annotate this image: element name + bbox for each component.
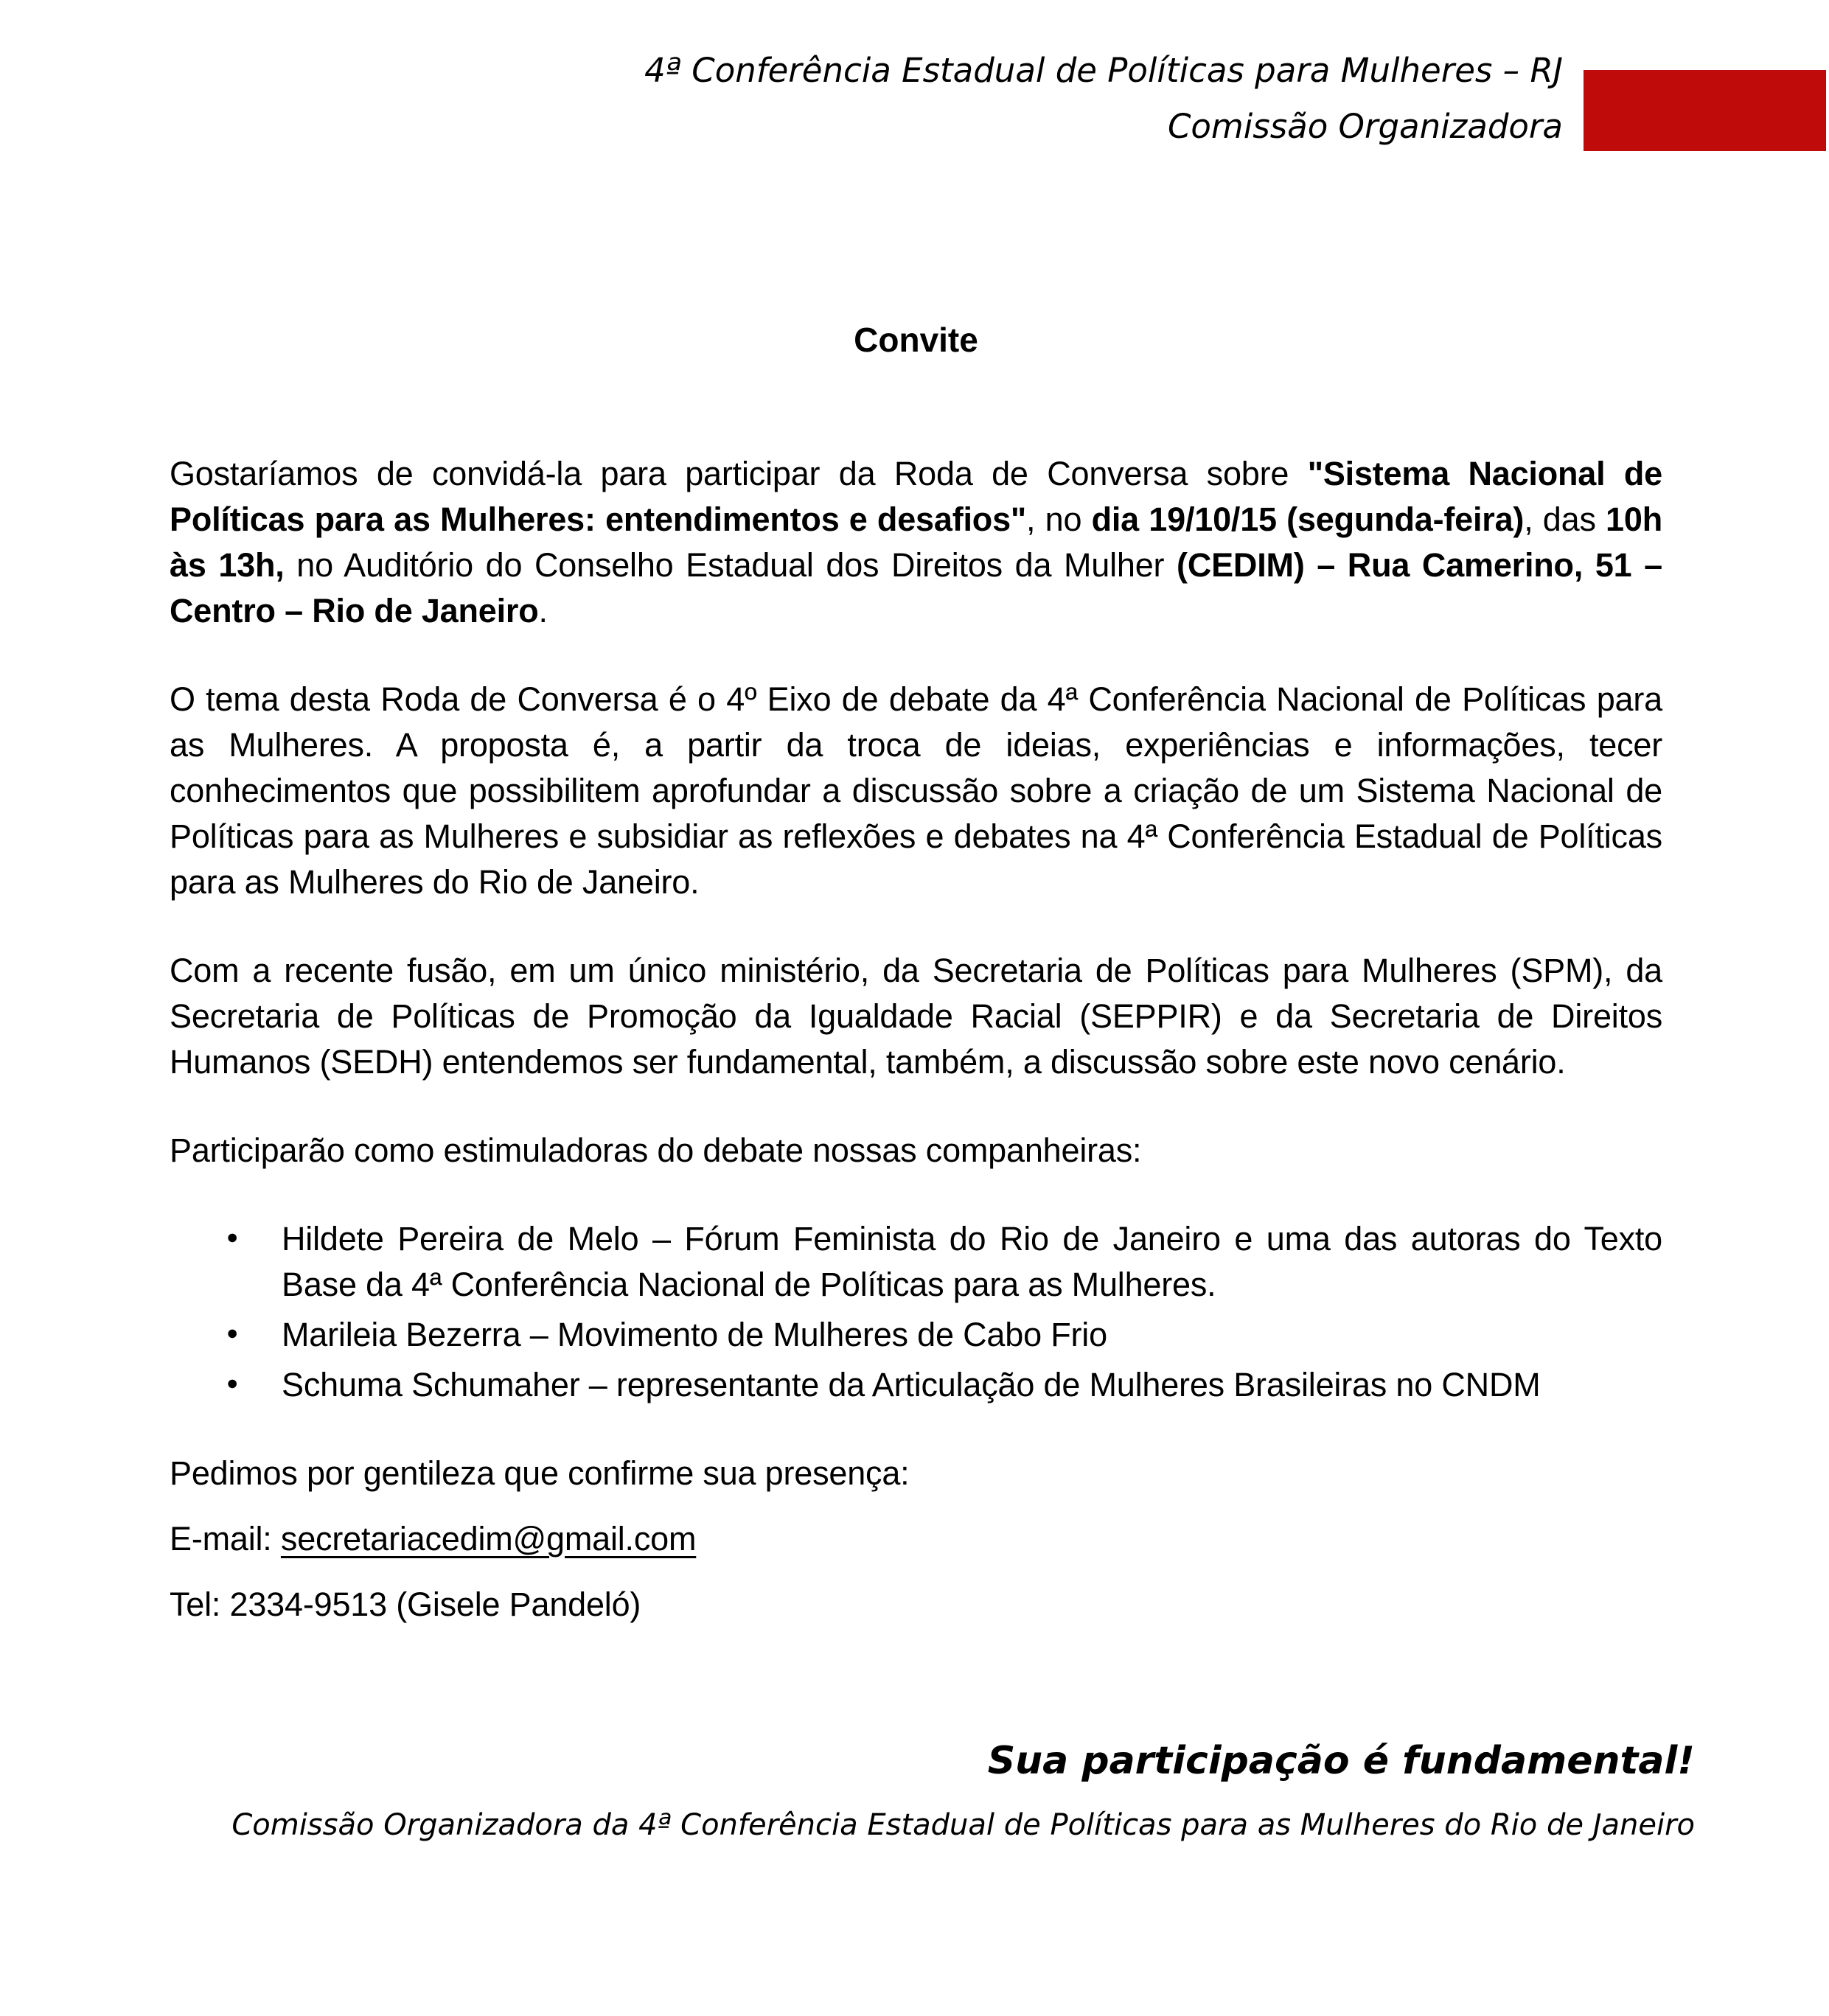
red-accent-rectangle (1584, 70, 1826, 151)
participant-name-and-role: Schuma Schumaher – representante da Articulação de Mulheres Brasileiras no CNDM (282, 1366, 1541, 1403)
participant-name-and-role: Hildete Pereira de Melo – Fórum Feminista do Rio de Janeiro e uma das autoras do Texto Base da 4ª Conferência Nacional de Políticas para as Mulheres. (282, 1220, 1662, 1303)
paragraph-merger: Com a recente fusão, em um único ministério, da Secretaria de Políticas para Mulheres (SPM), da Secretaria de Políticas de Promoção da Igualdade Racial (SEPPIR) e da Secretaria de Direitos Humanos (SEDH) entendemos ser fundamental, também, a discussão sobre este novo cenário. (170, 952, 1662, 1081)
invite-mid1-text: , no (1026, 500, 1092, 538)
list-item (170, 1362, 1662, 1408)
invite-mid2-text: , das (1524, 500, 1606, 538)
invite-time-text: 10h às 13h, (170, 500, 1662, 584)
invite-mid3-text: no Auditório do Conselho Estadual dos Direitos da Mulher (284, 546, 1177, 584)
participants-list (170, 1216, 1662, 1408)
paragraph-phone: Tel: 2334-9513 (Gisele Pandeló) (170, 1586, 641, 1623)
bullet-icon: ● (226, 1372, 239, 1394)
footer-slogan: Sua participação é fundamental! (987, 1739, 1695, 1783)
invite-end-text: . (538, 592, 548, 629)
email-link[interactable]: secretariacedim@gmail.com (280, 1520, 697, 1558)
participant-name-and-role: Marileia Bezerra – Movimento de Mulheres de Cabo Frio (282, 1316, 1107, 1353)
paragraph-invitation (170, 451, 1662, 634)
page-title: Convite (854, 321, 978, 359)
page-footer (170, 1737, 1695, 1844)
header-organizing-committee: Comissão Organizadora (1167, 107, 1563, 146)
header-conference-title: 4ª Conferência Estadual de Políticas para Mulheres – RJ (644, 51, 1563, 90)
document-body (170, 451, 1662, 1647)
list-item (170, 1216, 1662, 1308)
footer-signature: Comissão Organizadora da 4ª Conferência Estadual de Políticas para as Mulheres do Rio de Janeiro (231, 1808, 1695, 1842)
paragraph-theme: O tema desta Roda de Conversa é o 4º Eixo de debate da 4ª Conferência Nacional de Políticas para as Mulheres. A proposta é, a partir da troca de ideias, experiências e informações, tecer conhecimentos que possibilitem aprofundar a discussão sobre a criação de um Sistema Nacional de Políticas para as Mulheres e subsidiar as reflexões e debates na 4ª Conferência Estadual de Políticas para as Mulheres do Rio de Janeiro. (170, 680, 1662, 901)
email-label: E-mail: (170, 1520, 281, 1558)
invite-venue-text: (CEDIM) – Rua Camerino, 51 – Centro – Rio de Janeiro (170, 546, 1663, 629)
invite-intro-text: Gostaríamos de convidá-la para participar da Roda de Conversa sobre (170, 455, 1308, 492)
bullet-icon: ● (226, 1226, 239, 1248)
bullet-icon: ● (226, 1322, 239, 1344)
paragraph-email (170, 1516, 1662, 1562)
invite-date-text: dia 19/10/15 (segunda-feira) (1091, 500, 1525, 538)
paragraph-rsvp-request: Pedimos por gentileza que confirme sua presença: (170, 1454, 910, 1492)
list-item (170, 1312, 1662, 1358)
paragraph-participants-intro: Participarão como estimuladoras do debate nossas companheiras: (170, 1131, 1142, 1169)
page-header (170, 43, 1563, 155)
invite-topic-text: "Sistema Nacional de Políticas para as Mulheres: entendimentos e desafios" (170, 455, 1662, 538)
